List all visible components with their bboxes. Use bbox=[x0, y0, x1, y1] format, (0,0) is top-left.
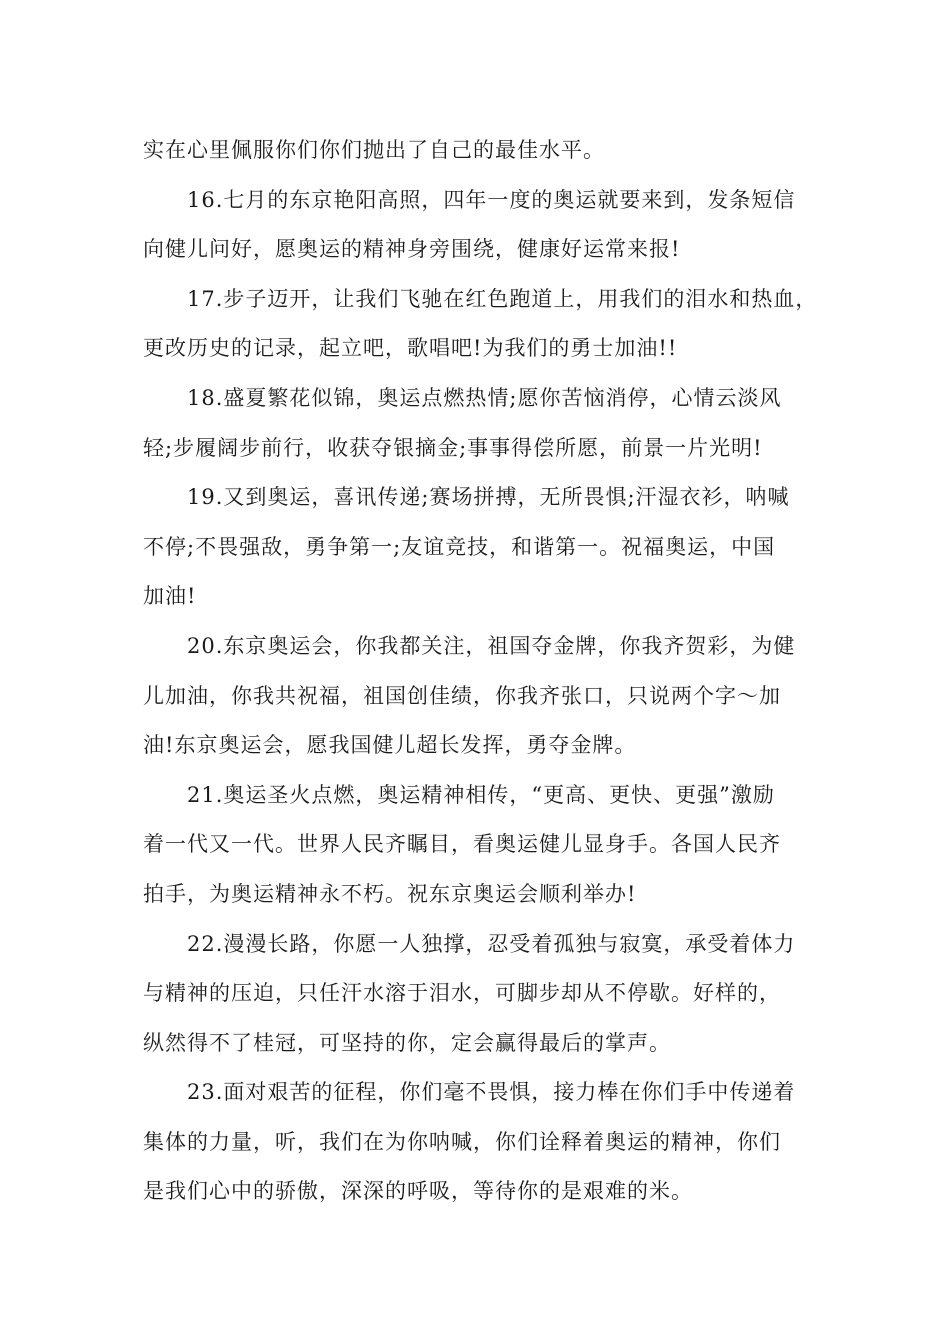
text-line: 集体的力量，听，我们在为你呐喊，你们诠释着奥运的精神，你们 bbox=[143, 1129, 781, 1154]
text-line: 儿加油，你我共祝福，祖国创佳绩，你我齐张口，只说两个字～加 bbox=[143, 683, 781, 708]
text-line: 18.盛夏繁花似锦，奥运点燃热情;愿你苦恼消停，心情云淡风 bbox=[187, 385, 782, 410]
text-line: 19.又到奥运，喜讯传递;赛场拼搏，无所畏惧;汗湿衣衫，呐喊 bbox=[187, 485, 790, 510]
text-line: 着一代又一代。世界人民齐瞩目，看奥运健儿显身手。各国人民齐 bbox=[143, 832, 781, 857]
paragraph-19 bbox=[143, 473, 823, 622]
text-line: 不停;不畏强敌，勇争第一;友谊竞技，和谐第一。祝福奥运，中国 bbox=[143, 534, 776, 559]
text-line: 轻;步履阔步前行，收获夺银摘金;事事得偿所愿，前景一片光明! bbox=[143, 435, 763, 460]
paragraph-16 bbox=[143, 176, 823, 275]
text-line: 拍手，为奥运精神永不朽。祝东京奥运会顺利举办! bbox=[143, 881, 637, 906]
text-line: 与精神的压迫，只任汗水溶于泪水，可脚步却从不停歇。好样的， bbox=[143, 981, 781, 1006]
text-line: 加油! bbox=[143, 584, 197, 609]
paragraph-21 bbox=[143, 771, 823, 920]
paragraph-20 bbox=[143, 622, 823, 771]
paragraph-22 bbox=[143, 920, 823, 1069]
text-line: 21.奥运圣火点燃，奥运精神相传，“更高、更快、更强”激励 bbox=[187, 782, 775, 807]
paragraph-23 bbox=[143, 1068, 823, 1217]
text-line: 实在心里佩服你们你们抛出了自己的最佳水平。 bbox=[143, 138, 605, 162]
text-line: 23.面对艰苦的征程，你们毫不畏惧，接力棒在你们手中传递着 bbox=[187, 1080, 796, 1105]
text-line: 向健儿问好，愿奥运的精神身旁围绕，健康好运常来报! bbox=[143, 237, 681, 262]
text-line: 16.七月的东京艳阳高照，四年一度的奥运就要来到，发条短信 bbox=[187, 187, 796, 212]
text-line: 更改历史的记录，起立吧，歌唱吧!为我们的勇士加油!! bbox=[143, 336, 678, 361]
text-line: 20.东京奥运会，你我都关注，祖国夺金牌，你我齐贺彩，为健 bbox=[187, 633, 796, 658]
document-body bbox=[143, 126, 823, 1217]
text-line: 纵然得不了桂冠，可坚持的你，定会赢得最后的掌声。 bbox=[143, 1030, 671, 1055]
paragraph-17 bbox=[143, 275, 823, 374]
paragraph-continuation bbox=[143, 126, 823, 176]
text-line: 是我们心中的骄傲，深深的呼吸，等待你的是艰难的米。 bbox=[143, 1179, 693, 1204]
text-line: 17.步子迈开，让我们飞驰在红色跑道上，用我们的泪水和热血， bbox=[187, 286, 818, 311]
paragraph-18 bbox=[143, 374, 823, 473]
text-line: 22.漫漫长路，你愿一人独撑，忍受着孤独与寂寞，承受着体力 bbox=[187, 931, 796, 956]
text-line: 油!东京奥运会，愿我国健儿超长发挥，勇夺金牌。 bbox=[143, 733, 637, 758]
